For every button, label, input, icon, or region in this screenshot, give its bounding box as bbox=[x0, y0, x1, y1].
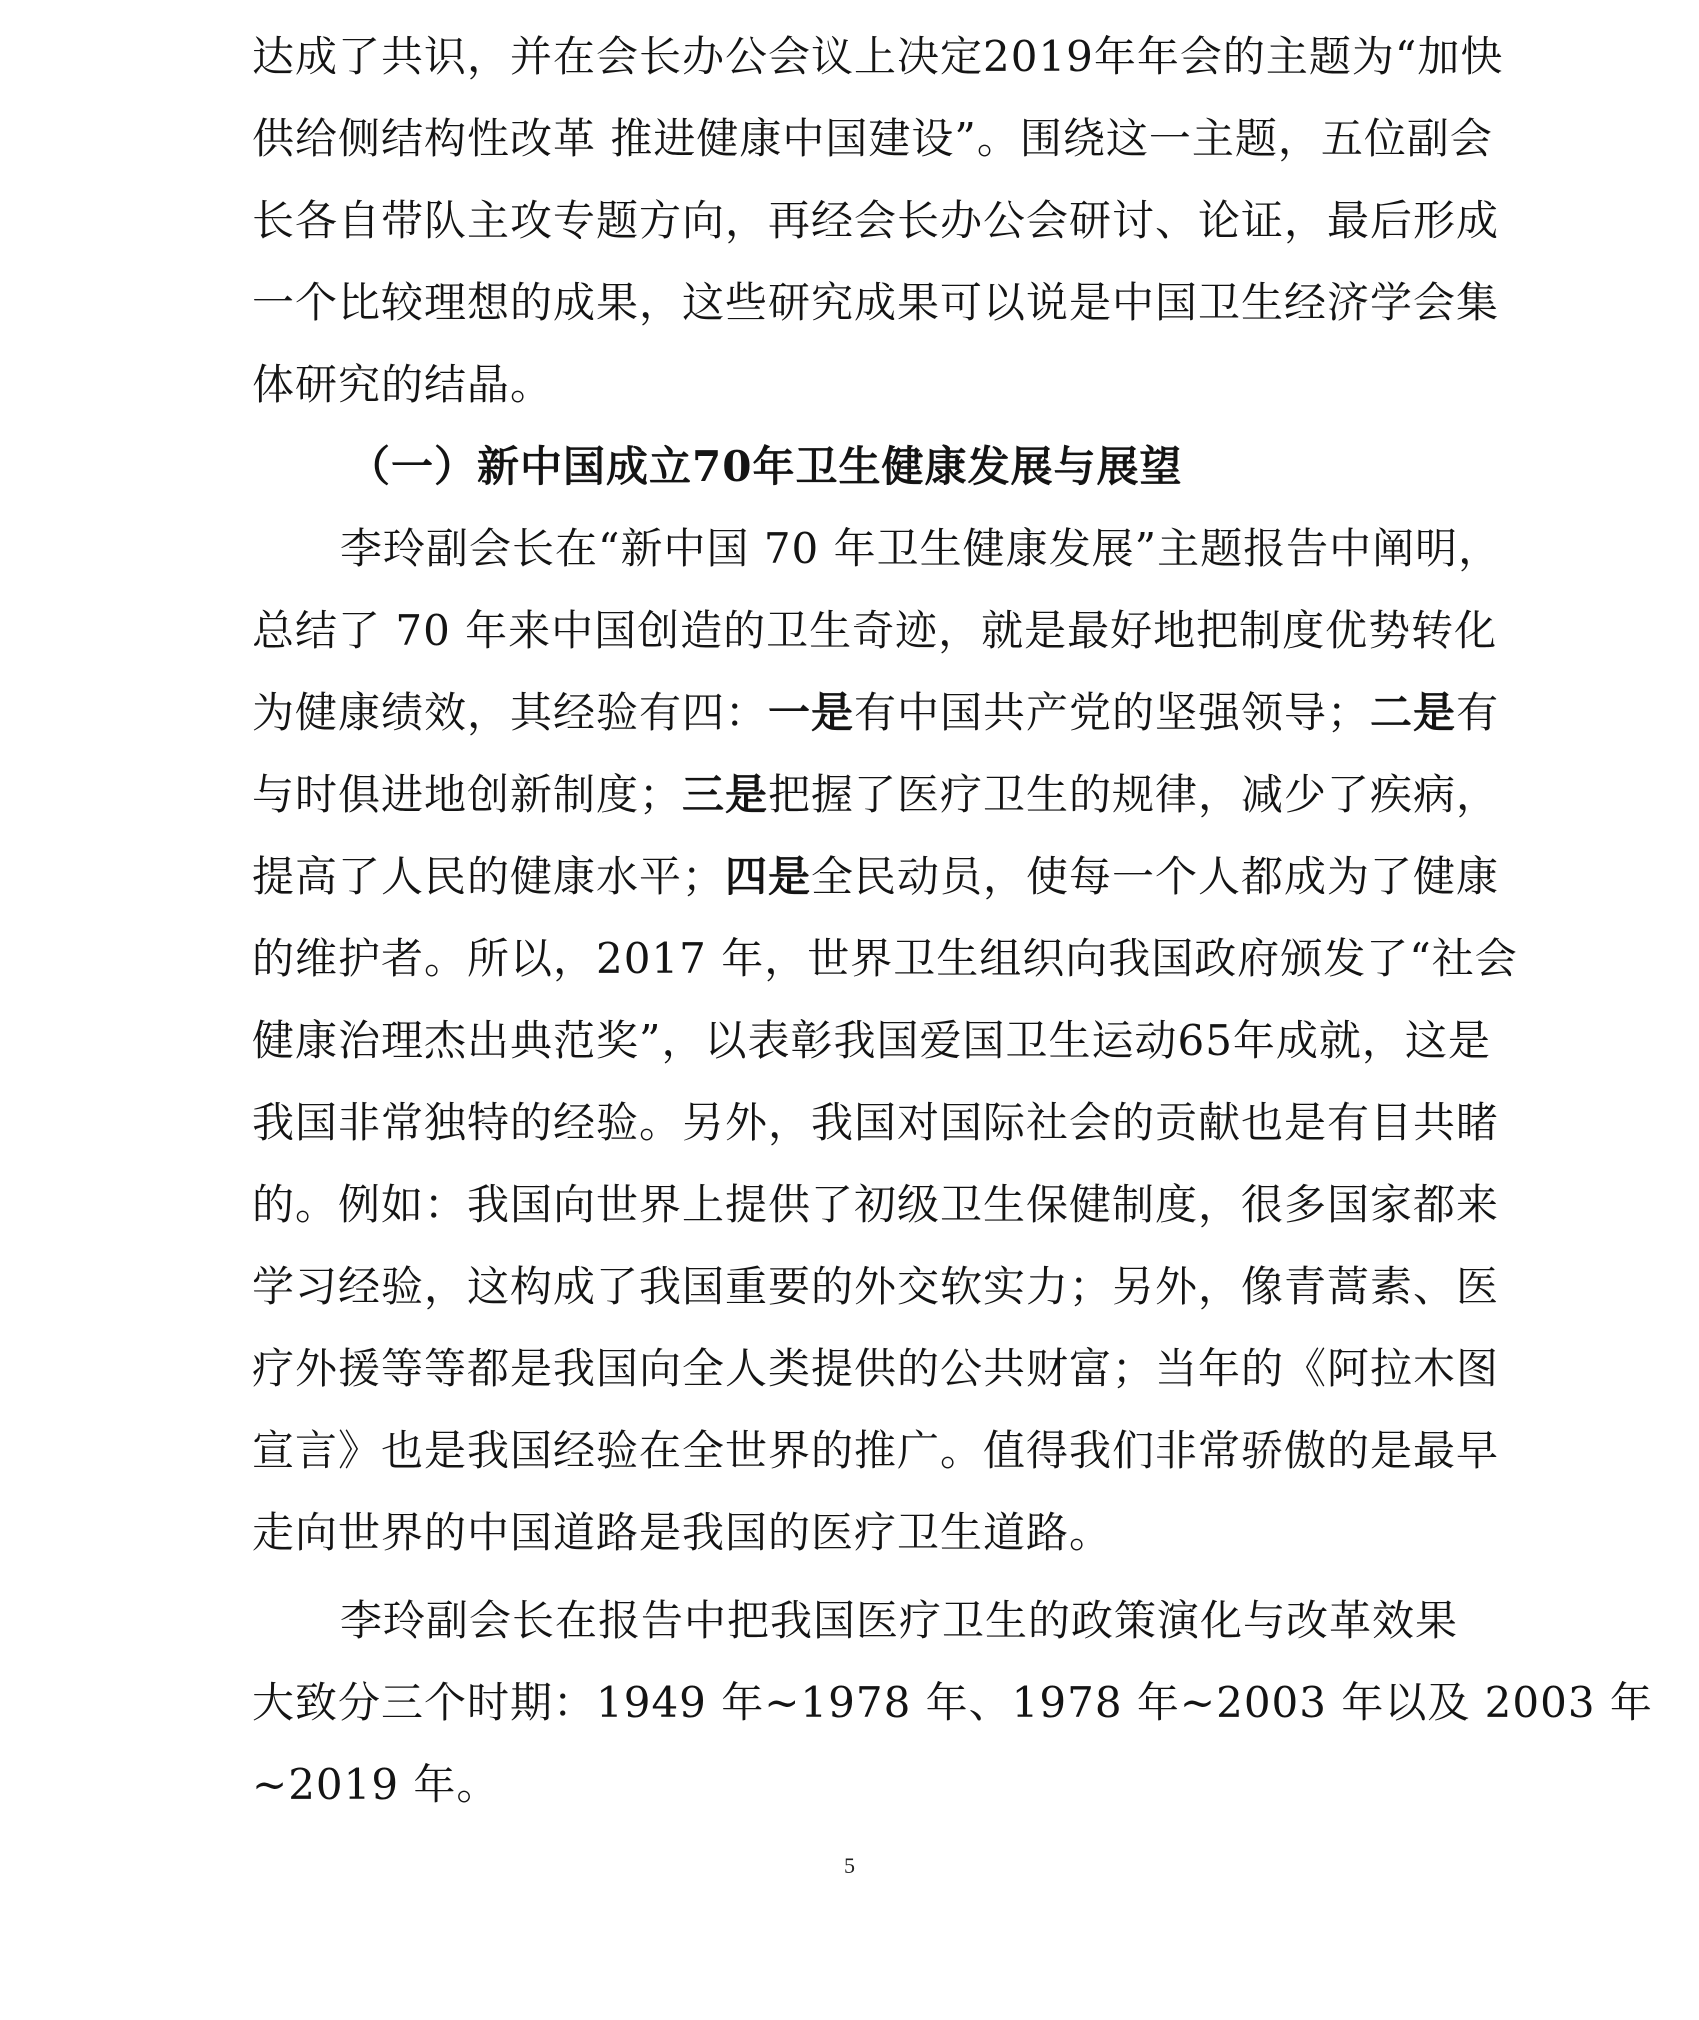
emphasis-first: 一是 bbox=[768, 688, 855, 737]
text-segment: 有 bbox=[1456, 688, 1500, 737]
page-number: 5 bbox=[844, 1853, 855, 1878]
text-segment: 全民动员，使每一个人都成为了健康 bbox=[811, 852, 1500, 901]
text-line: 宣言》也是我国经验在全世界的推广。值得我们非常骄傲的是最早 bbox=[252, 1426, 1500, 1475]
paragraph-health-development bbox=[252, 508, 1518, 1574]
text-line: 疗外援等等都是我国向全人类提供的公共财富；当年的《阿拉木图 bbox=[252, 1344, 1500, 1393]
text-line: 供给侧结构性改革 推进健康中国建设”。围绕这一主题，五位副会 bbox=[252, 114, 1493, 163]
text-line: 学习经验，这构成了我国重要的外交软实力；另外，像青蒿素、医 bbox=[252, 1262, 1500, 1311]
text-segment: 为健康绩效，其经验有四： bbox=[252, 688, 769, 737]
paragraph-policy-periods bbox=[252, 1580, 1653, 1826]
text-line: 我国非常独特的经验。另外，我国对国际社会的贡献也是有目共睹 bbox=[252, 1098, 1500, 1147]
text-line: 体研究的结晶。 bbox=[252, 360, 554, 409]
text-segment: 有中国共产党的坚强领导； bbox=[854, 688, 1371, 737]
emphasis-fourth: 四是 bbox=[725, 852, 812, 901]
section-heading: （一）新中国成立70年卫生健康发展与展望 bbox=[348, 442, 1183, 491]
text-line: 走向世界的中国道路是我国的医疗卫生道路。 bbox=[252, 1508, 1113, 1557]
text-line: 一个比较理想的成果，这些研究成果可以说是中国卫生经济学会集 bbox=[252, 278, 1500, 327]
text-segment: 与时俱进地创新制度； bbox=[252, 770, 683, 819]
emphasis-third: 三是 bbox=[682, 770, 769, 819]
text-line: 李玲副会长在报告中把我国医疗卫生的政策演化与改革效果 bbox=[340, 1596, 1459, 1645]
text-line: ~2019 年。 bbox=[252, 1760, 500, 1809]
page-body bbox=[252, 16, 1653, 1826]
paragraph-annual-meeting bbox=[252, 16, 1504, 426]
text-segment: 提高了人民的健康水平； bbox=[252, 852, 726, 901]
text-line: 大致分三个时期：1949 年~1978 年、1978 年~2003 年以及 2003 年 bbox=[252, 1678, 1653, 1727]
text-segment: 把握了医疗卫生的规律，减少了疾病， bbox=[768, 770, 1500, 819]
text-line: 健康治理杰出典范奖”，以表彰我国爱国卫生运动65年成就，这是 bbox=[252, 1016, 1491, 1065]
text-line: 长各自带队主攻专题方向，再经会长办公会研讨、论证，最后形成 bbox=[252, 196, 1500, 245]
emphasis-second: 二是 bbox=[1370, 688, 1457, 737]
text-line bbox=[252, 754, 1500, 836]
text-line bbox=[252, 836, 1500, 918]
text-line: 达成了共识，并在会长办公会议上决定2019年年会的主题为“加快 bbox=[252, 32, 1504, 81]
text-line bbox=[252, 672, 1500, 754]
text-line: 总结了 70 年来中国创造的卫生奇迹，就是最好地把制度优势转化 bbox=[252, 606, 1498, 655]
text-line: 的。例如：我国向世界上提供了初级卫生保健制度，很多国家都来 bbox=[252, 1180, 1500, 1229]
text-line: 李玲副会长在“新中国 70 年卫生健康发展”主题报告中阐明， bbox=[340, 524, 1502, 573]
text-line: 的维护者。所以，2017 年，世界卫生组织向我国政府颁发了“社会 bbox=[252, 934, 1518, 983]
